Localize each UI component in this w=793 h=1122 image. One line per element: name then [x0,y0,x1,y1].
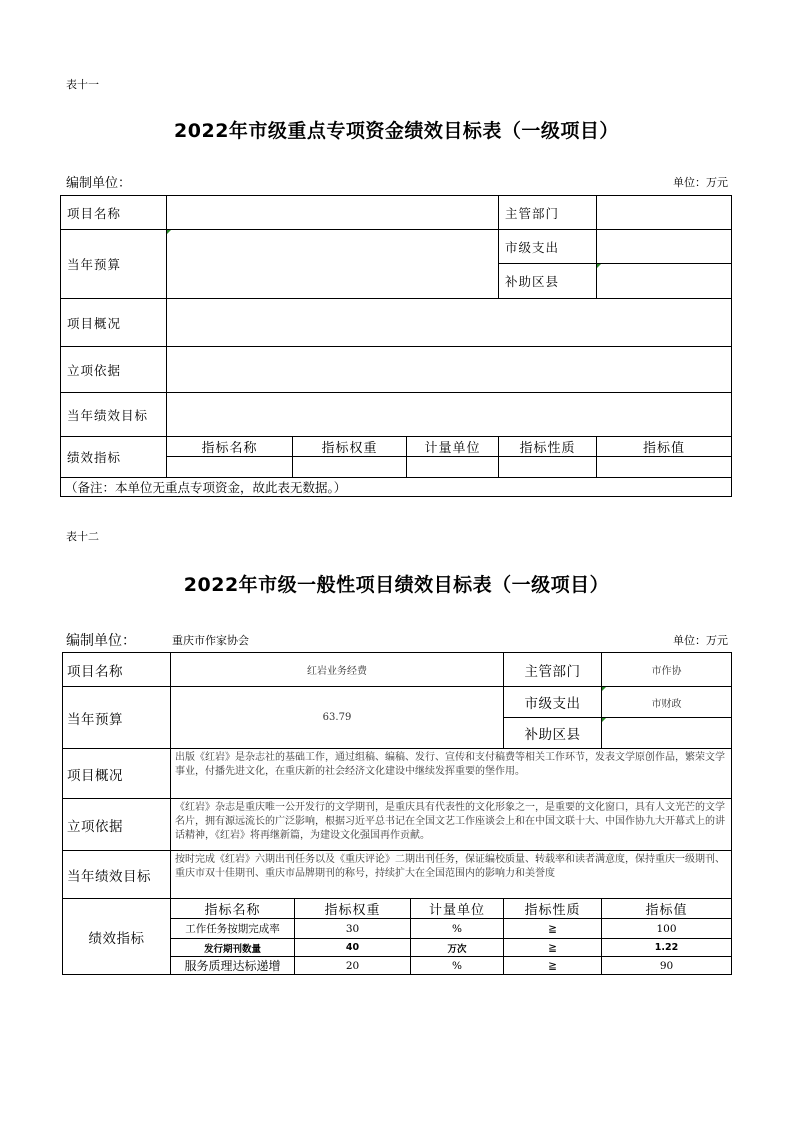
label-indicators: 绩效指标 [63,899,171,975]
table-tag-12: 表十二 [66,530,99,543]
label-basis: 立项依据 [61,347,167,393]
value-city-expense: 市财政 [602,687,732,718]
indicator-unit: 万次 [411,939,504,957]
value-budget [167,230,499,299]
indicator-weight: 40 [295,939,411,957]
indicator-cell [293,457,407,478]
header-indicator-value: 指标值 [602,899,732,919]
compiling-unit-label-12: 编制单位： [66,633,136,649]
label-department: 主管部门 [504,653,602,687]
label-target: 当年绩效目标 [63,851,171,899]
header-indicator-nature: 指标性质 [504,899,602,919]
comment-marker-icon [602,718,606,722]
table-title-11: 2022年市级重点专项资金绩效目标表（一级项目） [174,120,619,142]
comment-marker-icon [602,687,606,691]
label-budget: 当年预算 [63,687,171,749]
comment-marker-icon [597,264,601,268]
indicator-name: 发行期刊数量 [171,939,295,957]
compiling-unit-label-11: 编制单位： [66,176,132,191]
header-measure-unit: 计量单位 [407,437,499,457]
label-budget: 当年预算 [61,230,167,299]
value-department: 市作协 [602,653,732,687]
table-tag-11: 表十一 [66,78,99,91]
header-measure-unit: 计量单位 [411,899,504,919]
indicator-nature: ≧ [504,957,602,975]
label-city-expense: 市级支出 [499,230,597,264]
label-department: 主管部门 [499,196,597,230]
value-county-subsidy [597,264,732,299]
value-budget: 63.79 [171,687,504,749]
value-overview: 出版《红岩》是杂志社的基础工作，通过组稿、编稿、发行、宣传和支付稿费等相关工作环节，发表文学原创作品，繁荣文学事业，付播先进文化，在重庆新的社会经济文化建设中继续发挥重要的堡作用。 [171,749,732,799]
indicator-cell [597,457,732,478]
label-basis: 立项依据 [63,799,171,851]
label-project-name: 项目名称 [63,653,171,687]
indicator-nature: ≧ [504,939,602,957]
header-indicator-weight: 指标权重 [293,437,407,457]
indicator-value: 90 [602,957,732,975]
value-target [167,393,732,437]
indicator-cell [499,457,597,478]
value-basis: 《红岩》杂志是重庆唯一公开发行的文学期刊，是重庆具有代表性的文化形象之一，是重要的文化窗口，具有人文光芒的文学名片，拥有源远流长的广泛影响，根据习近平总书记在全国文艺工作座谈会上和在中国文联十大、中国作协九大开幕式上的讲话精神，《红岩》将再继新篇，为建设文化强国再作贡献。 [171,799,732,851]
indicator-value: 100 [602,919,732,939]
indicator-weight: 30 [295,919,411,939]
header-indicator-name: 指标名称 [171,899,295,919]
key-fund-performance-table [60,195,732,497]
indicator-unit: % [411,957,504,975]
label-overview: 项目概况 [63,749,171,799]
value-city-expense [597,230,732,264]
indicator-cell [167,457,293,478]
label-indicators: 绩效指标 [61,437,167,478]
indicator-unit: % [411,919,504,939]
indicator-nature: ≧ [504,919,602,939]
label-county-subsidy: 补助区县 [499,264,597,299]
compiling-unit-value-12: 重庆市作家协会 [172,634,249,647]
label-county-subsidy: 补助区县 [504,718,602,749]
header-indicator-weight: 指标权重 [295,899,411,919]
indicator-value: 1.22 [602,939,732,957]
value-target: 按时完成《红岩》六期出刊任务以及《重庆评论》二期出刊任务，保证编校质量、转载率和读者满意度，保持重庆一级期刊、重庆市双十佳期刊、重庆市品牌期刊的称号，持续扩大在全国范围内的影响力和美誉度 [171,851,732,899]
value-basis [167,347,732,393]
currency-unit-12: 单位：万元 [673,634,728,647]
table-note: （备注：本单位无重点专项资金，故此表无数据。） [61,478,732,497]
header-indicator-nature: 指标性质 [499,437,597,457]
label-target: 当年绩效目标 [61,393,167,437]
header-indicator-name: 指标名称 [167,437,293,457]
label-project-name: 项目名称 [61,196,167,230]
currency-unit-11: 单位：万元 [673,176,728,189]
value-project-name: 红岩业务经费 [171,653,504,687]
header-indicator-value: 指标值 [597,437,732,457]
label-city-expense: 市级支出 [504,687,602,718]
table-title-12: 2022年市级一般性项目绩效目标表（一级项目） [183,574,610,596]
indicator-cell [407,457,499,478]
indicator-weight: 20 [295,957,411,975]
value-department [597,196,732,230]
indicator-name: 服务质理达标递增 [171,957,295,975]
value-overview [167,299,732,347]
value-county-subsidy [602,718,732,749]
value-project-name [167,196,499,230]
label-overview: 项目概况 [61,299,167,347]
general-project-performance-table [62,652,732,975]
comment-marker-icon [167,230,171,234]
indicator-name: 工作任务按期完成率 [171,919,295,939]
